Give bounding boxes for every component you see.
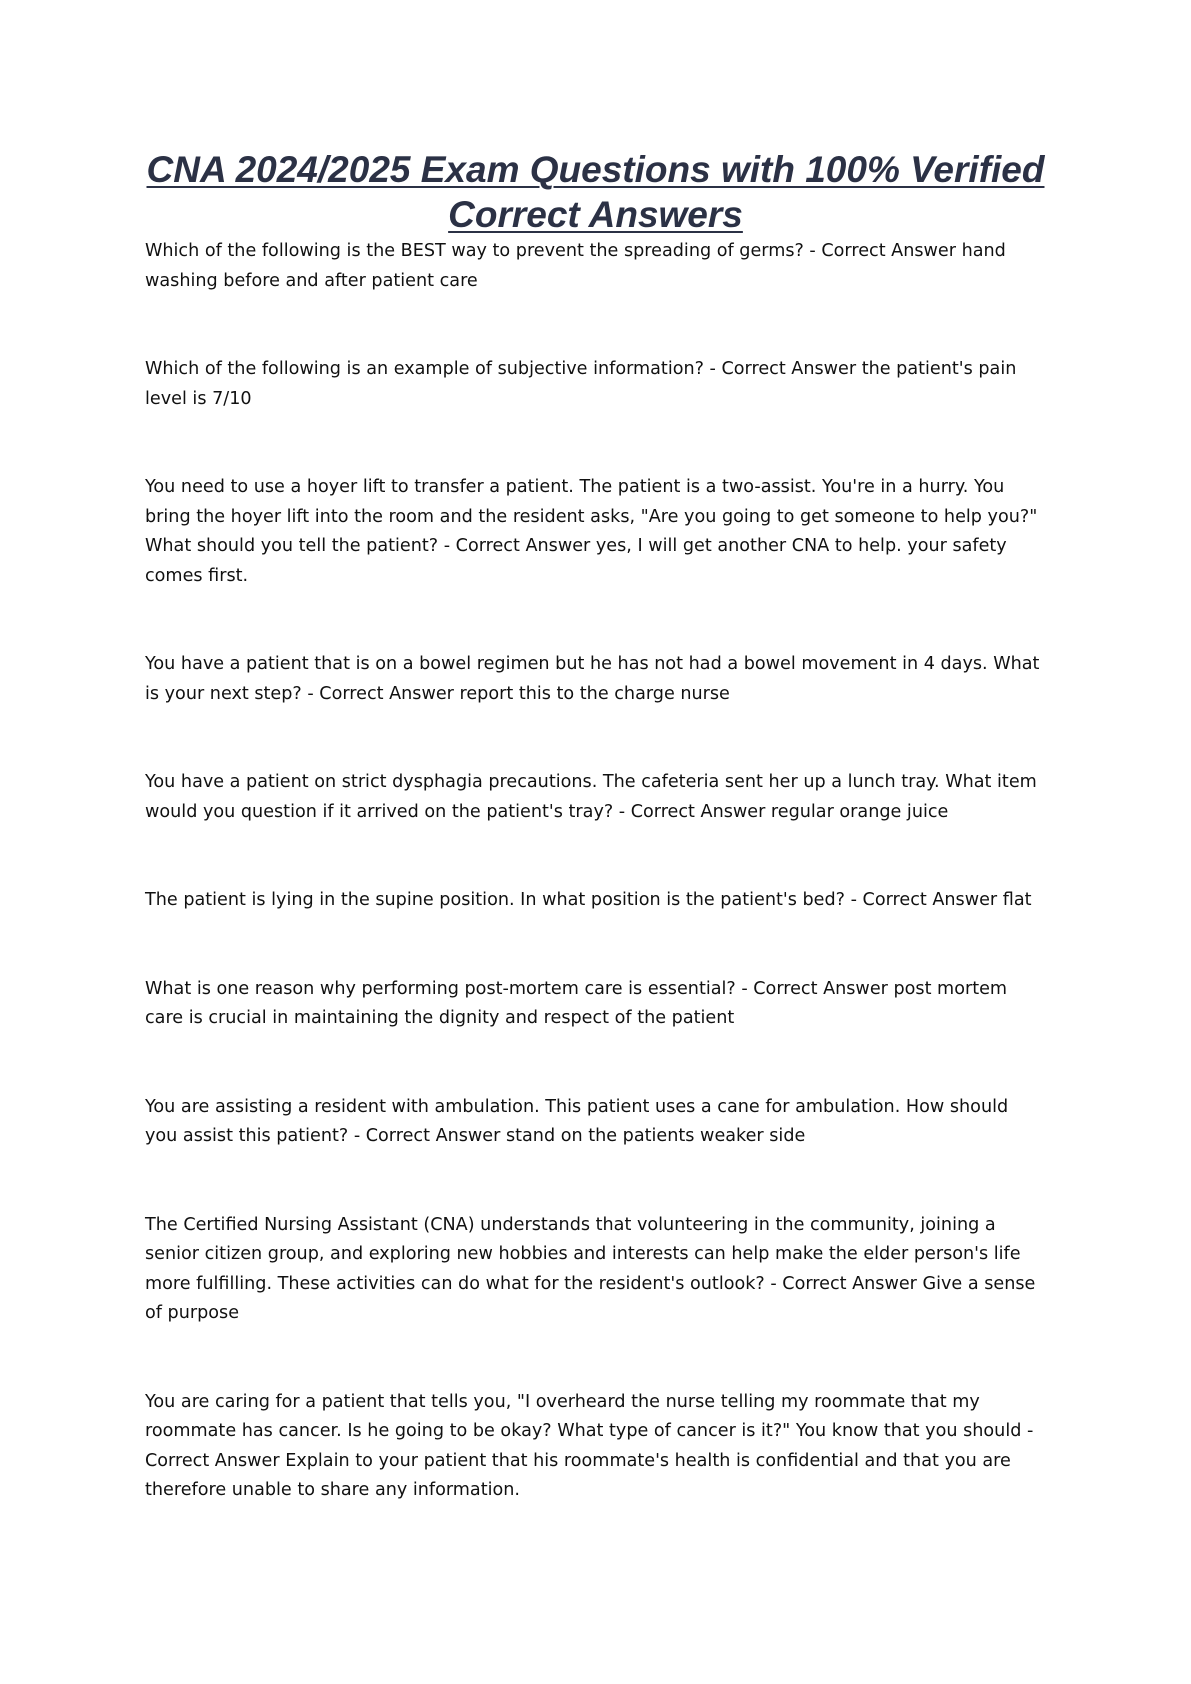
qa-item-9: The Certified Nursing Assistant (CNA) understands that volunteering in the community, joining a senior citizen group, and exploring new hobbies and interests can help make the elder person's life more fulfilling. These activities can do what for the resident's outlook? - Correct Answer Give a sense of purpose xyxy=(145,1214,1036,1323)
qa-item-4: You have a patient that is on a bowel regimen but he has not had a bowel movement in 4 days. What is your next step? - Correct Answer report this to the charge nurse xyxy=(145,654,1040,704)
qa-item-2: Which of the following is an example of subjective information? - Correct Answer the patient's pain level is 7/10 xyxy=(145,359,1017,409)
qa-item-7: What is one reason why performing post-mortem care is essential? - Correct Answer post mortem care is crucial in maintaining the dignity and respect of the patient xyxy=(145,978,1008,1028)
qa-item-3: You need to use a hoyer lift to transfer a patient. The patient is a two-assist. You're in a hurry. You bring the hoyer lift into the room and the resident asks, "Are you going to get someone to help you?" What should you tell the patient? - Correct Answer yes, I will get another CNA to help. your safety comes first. xyxy=(145,477,1038,586)
qa-item-8: You are assisting a resident with ambulation. This patient uses a cane for ambulation. How should you assist this patient? - Correct Answer stand on the patients weaker side xyxy=(145,1096,1009,1146)
qa-list xyxy=(145,237,1065,1506)
qa-item-5: You have a patient on strict dysphagia precautions. The cafeteria sent her up a lunch tray. What item would you question if it arrived on the patient's tray? - Correct Answer regular orange juice xyxy=(145,772,1037,822)
document-title: CNA 2024/2025 Exam Questions with 100% Verified Correct Answers xyxy=(146,149,1045,235)
qa-item-1: Which of the following is the BEST way to prevent the spreading of germs? - Correct Answer hand washing before and after patient care xyxy=(145,241,1006,291)
qa-item-6: The patient is lying in the supine position. In what position is the patient's bed? - Correct Answer flat xyxy=(145,890,1032,910)
qa-item-10: You are caring for a patient that tells you, "I overheard the nurse telling my roommate that my roommate has cancer. Is he going to be okay? What type of cancer is it?" You know that you should - Correct Answer Explain to your patient that his roommate's health is confidential and that you are therefore unable to share any information. xyxy=(145,1391,1034,1500)
